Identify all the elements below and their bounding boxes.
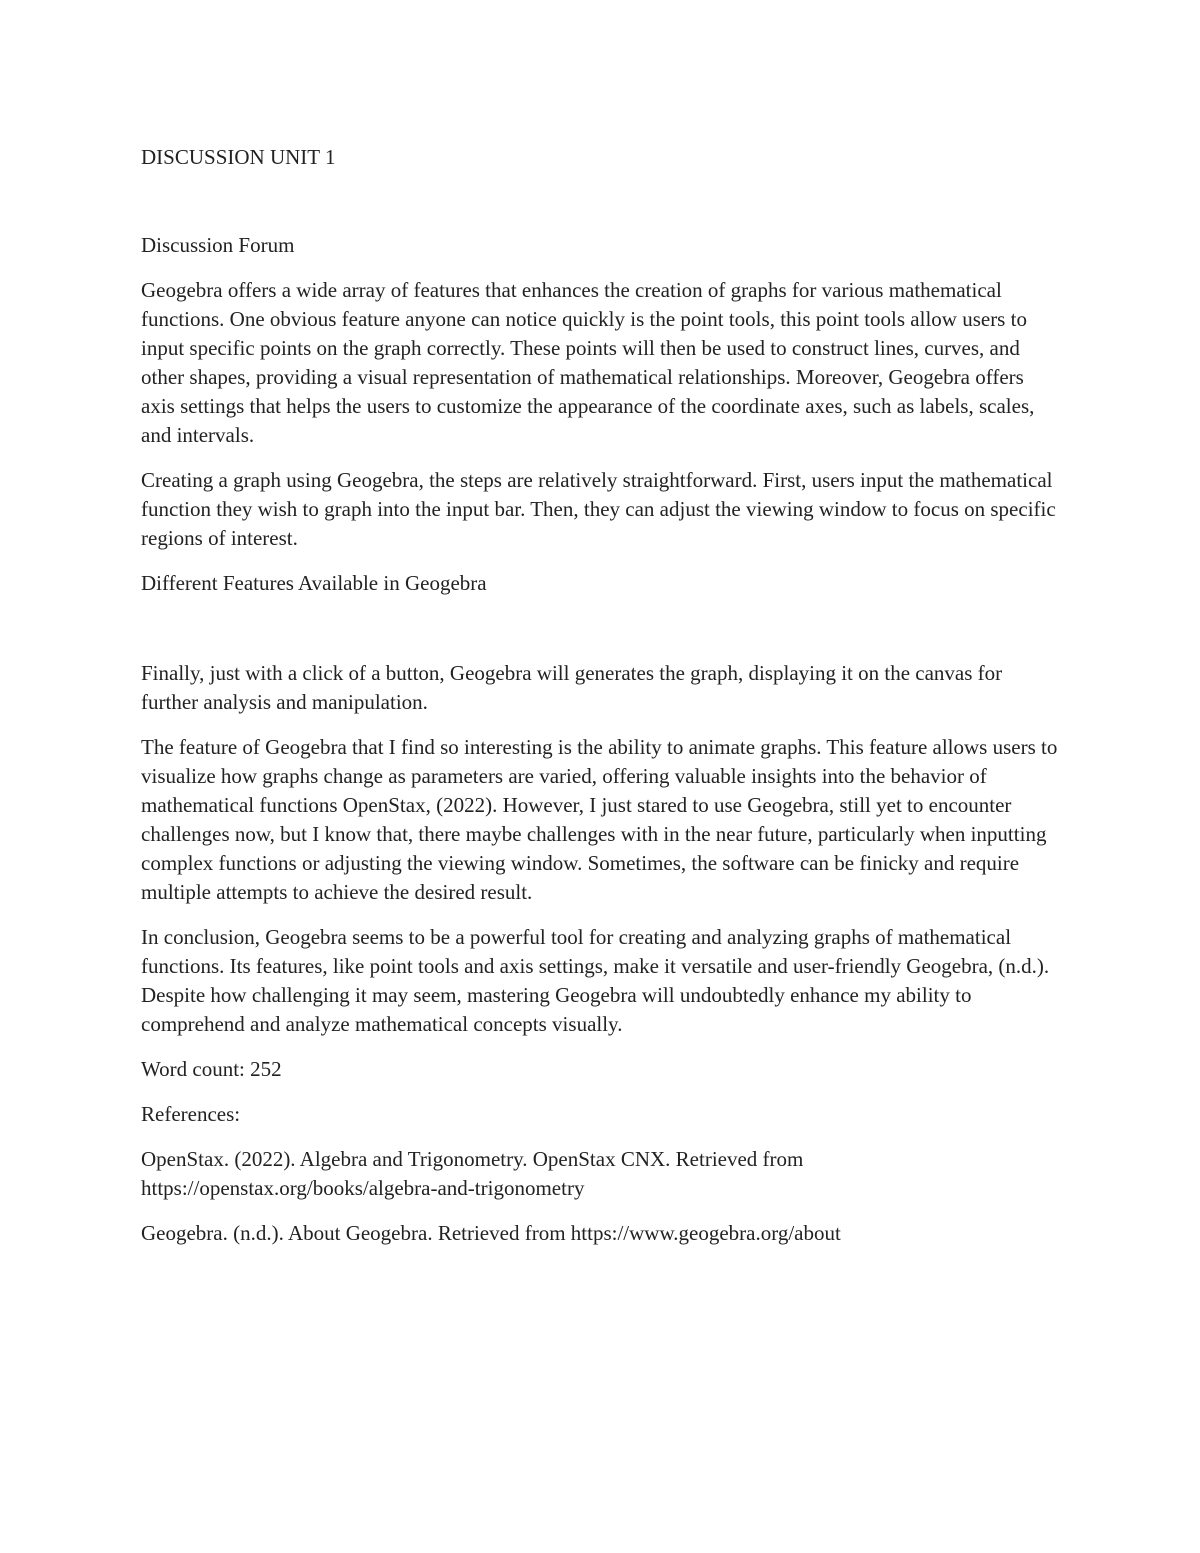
document-title: DISCUSSION UNIT 1 <box>141 145 336 169</box>
word-count: Word count: 252 <box>141 1057 282 1081</box>
reference-item <box>141 1145 1061 1203</box>
paragraph-body-1: Finally, just with a click of a button, Geogebra will generates the graph, displaying it on the canvas for further analysis and manipulation. <box>141 661 1003 714</box>
features-heading: Different Features Available in Geogebra <box>141 571 487 595</box>
paragraph-intro-1: Geogebra offers a wide array of features that enhances the creation of graphs for various mathematical functions. One obvious feature anyone can notice quickly is the point tools, this point tools allow users to input specific points on the graph correctly. These points will then be used to construct lines, curves, and other shapes, providing a visual representation of mathematical relationships. Moreover, Geogebra offers axis settings that helps the users to customize the appearance of the coordinate axes, such as labels, scales, and intervals. <box>141 278 1035 447</box>
forum-heading: Discussion Forum <box>141 233 295 257</box>
references-heading: References: <box>141 1102 241 1126</box>
reference-text: OpenStax. (2022). Algebra and Trigonometry. OpenStax CNX. Retrieved from <box>141 1147 804 1171</box>
paragraph-body-2: The feature of Geogebra that I find so interesting is the ability to animate graphs. This feature allows users to visualize how graphs change as parameters are varied, offering valuable insights into the behavior of mathematical functions OpenStax, (2022). However, I just stared to use Geogebra, still yet to encounter challenges now, but I know that, there maybe challenges with in the near future, particularly when inputting complex functions or adjusting the viewing window. Sometimes, the software can be finicky and require multiple attempts to achieve the desired result. <box>141 735 1058 904</box>
reference-text: Geogebra. (n.d.). About Geogebra. Retrieved from https://www.geogebra.org/about <box>141 1221 841 1245</box>
reference-url: https://openstax.org/books/algebra-and-trigonometry <box>141 1176 585 1200</box>
paragraph-body-3: In conclusion, Geogebra seems to be a powerful tool for creating and analyzing graphs of mathematical functions. Its features, like point tools and axis settings, make it versatile and user-friendly Geogebra, (n.d.). Despite how challenging it may seem, mastering Geogebra will undoubtedly enhance my ability to comprehend and analyze mathematical concepts visually. <box>141 925 1050 1036</box>
paragraph-intro-2: Creating a graph using Geogebra, the steps are relatively straightforward. First, users input the mathematical function they wish to graph into the input bar. Then, they can adjust the viewing window to focus on specific regions of interest. <box>141 468 1056 550</box>
document-body <box>141 143 1061 1248</box>
reference-item <box>141 1219 1061 1248</box>
